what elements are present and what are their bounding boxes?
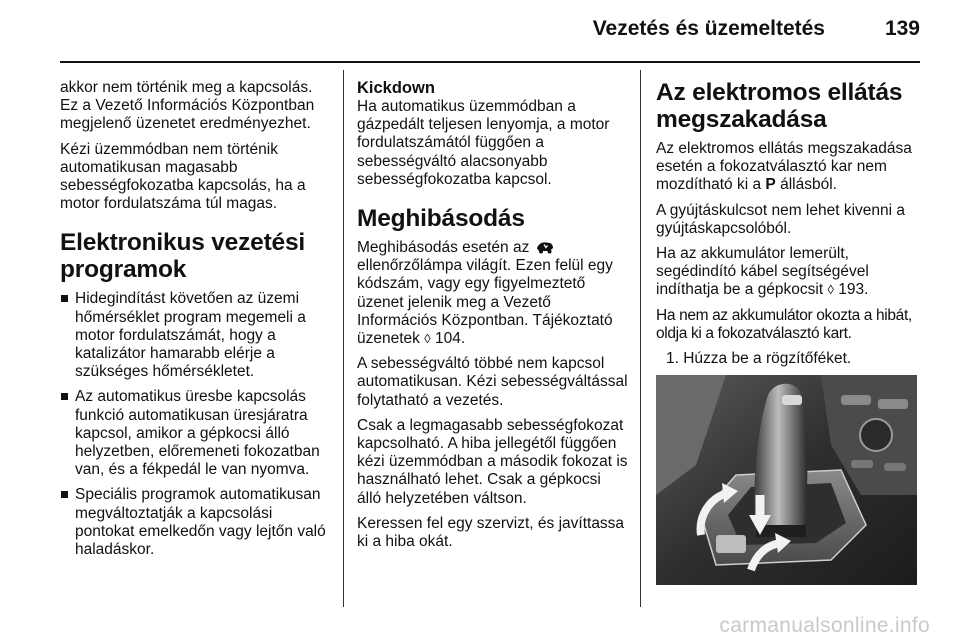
section-heading: Elektronikus vezetési programok (60, 229, 305, 284)
left-column (60, 79, 332, 566)
header-divider (60, 61, 920, 63)
paragraph: Ha az akkumulátor lemerült, segédindító kábel segítségével indíthatja be a gépkocsit ◊ 193. (656, 245, 869, 299)
middle-column (357, 79, 629, 558)
bullet-square-icon (61, 393, 68, 400)
subsection-heading: Kickdown (357, 79, 435, 97)
paragraph: A sebességváltó többé nem kapcsol automatikusan. Kézi sebességváltással folytatható a vezetés. (357, 355, 628, 409)
bullet-square-icon (61, 491, 68, 498)
paragraph: Ha automatikus üzemmódban a gázpedált teljesen lenyomja, a motor fordulatszámától függően a sebességváltó alacsonyabb sebességfokozatba kapcsol. (357, 98, 610, 188)
page-number: 139 (884, 17, 920, 40)
section-heading: Meghibásodás (357, 205, 525, 233)
watermark: carmanualsonline.info (719, 614, 930, 637)
bullet-square-icon (61, 295, 68, 302)
paragraph: Az elektromos ellátás megszakadása esetén a fokozatválasztó kar nem mozdítható ki a P állásból. (656, 140, 912, 194)
gear-selector-photo (656, 375, 917, 585)
paragraph: Csak a legmagasabb sebességfokozat kapcsolható. A hiba jellegétől függően kézi üzemmódban a második fokozat is használható lehet. Csak a gépkocsi álló helyzetében váltson. (357, 416, 628, 507)
paragraph: akkor nem történik meg a kapcsolás. Ez a Vezető Információs Központban megjelenő üzenetet eredményezhet. (60, 79, 315, 133)
gear-selector-illustration (656, 375, 917, 585)
section-title: Vezetés és üzemeltetés (592, 17, 825, 40)
gear-position-label: P (765, 176, 776, 194)
reference-icon: ◊ (424, 331, 431, 347)
section-heading: Az elektromos ellátás megszakadása (656, 79, 903, 133)
paragraph: Ha nem az akkumulátor okozta a hibát, oldja ki a fokozatválasztó kart. (656, 306, 912, 342)
column-divider-2 (640, 70, 641, 607)
paragraph: A gyújtáskulcsot nem lehet kivenni a gyújtáskapcsolóból. (656, 201, 905, 237)
list-item: Az automatikus üresbe kapcsolás funkció automatikusan üresjáratra kapcsol, amikor a gépkocsi álló helyzetben, előremeneti fokozatban van, és a fékpedál le van nyomva. (60, 388, 332, 479)
numbered-step: 1. Húzza be a rögzítőféket. (666, 350, 852, 368)
reference-icon: ◊ (827, 282, 834, 298)
list-item: Speciális programok automatikusan megváltoztatják a kapcsolási pontokat emelkedőn vagy lejtőn való haladáskor. (60, 486, 332, 559)
list-item: Hidegindítást követően az üzemi hőmérséklet program megemeli a motor fordulatszámát, hogy a katalizátor hamarabb elérje a szükséges hőmérsékletet. (60, 290, 332, 381)
paragraph: Keressen fel egy szervizt, és javíttassa ki a hiba okát. (357, 514, 625, 551)
column-divider-1 (343, 70, 344, 607)
paragraph: Kézi üzemmódban nem történik automatikusan magasabb sebességfokozatba kapcsolás, ha a motor fordulatszáma túl magas. (60, 140, 306, 213)
right-column (656, 79, 926, 585)
bullet-list (60, 290, 332, 559)
transmission-warning-lamp-icon (535, 241, 555, 254)
paragraph: Meghibásodás esetén az ellenőrzőlámpa világít. Ezen felül egy kódszám, vagy egy figyelmeztető üzenet jelenik meg a Vezető Információs Központban. Tájékoztató üzenetek ◊ 104. (357, 239, 613, 348)
